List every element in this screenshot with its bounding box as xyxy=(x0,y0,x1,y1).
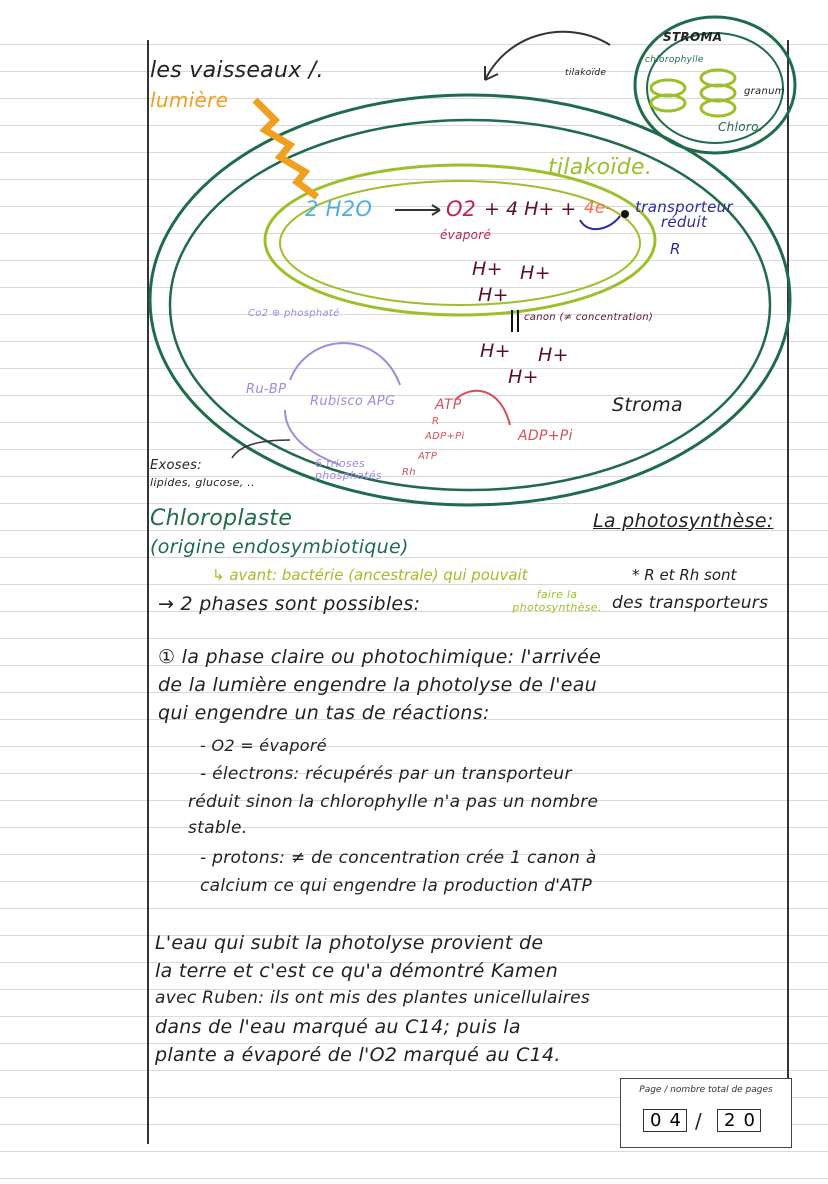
total-pages: 20 xyxy=(717,1109,761,1132)
calvin-arc-top xyxy=(290,343,400,385)
current-page: 04 xyxy=(643,1109,687,1132)
section-title: La photosynthèse: xyxy=(593,510,774,532)
body-line: stable. xyxy=(188,818,248,838)
page-heading: les vaisseaux /. xyxy=(150,58,324,83)
evapore-label: évaporé xyxy=(440,228,492,242)
page-number-box xyxy=(620,1078,792,1148)
exoses-label: Exoses: xyxy=(150,458,202,473)
light-label: lumière xyxy=(150,88,229,112)
body-line: - protons: ≠ de concentration crée 1 canon à xyxy=(200,848,597,868)
origine-label: (origine endosymbiotique) xyxy=(150,536,409,558)
inset-chloro-label: Chloro. xyxy=(718,120,763,134)
footnote-continued: des transporteurs xyxy=(612,593,769,613)
adp2-label: ADP+Pi xyxy=(425,431,465,442)
water-formula: 2 H2O xyxy=(305,197,373,221)
page-number-label: Page / nombre total de pages xyxy=(639,1085,773,1095)
body-line: plante a évaporé de l'O2 marqué au C14. xyxy=(155,1044,561,1066)
exoses-detail: lipides, glucose, .. xyxy=(150,476,255,489)
transporteur-r-label: R xyxy=(670,240,681,258)
co2-label: Co2 ⊕ phosphaté xyxy=(248,308,340,319)
body-line: - O2 = évaporé xyxy=(200,736,327,755)
body-line: la terre et c'est ce qu'a démontré Kamen xyxy=(155,960,559,982)
footnote: * R et Rh sont xyxy=(632,566,737,584)
body-line: avec Ruben: ils ont mis des plantes unicellulaires xyxy=(155,988,590,1008)
transporteur-label: transporteur réduit xyxy=(635,198,733,231)
rh-label: Rh xyxy=(402,467,416,478)
proton: H+ xyxy=(480,340,511,362)
adp-label: ADP+Pi xyxy=(518,428,573,444)
chloroplast-outer-membrane xyxy=(150,95,790,505)
proton: H+ xyxy=(478,284,509,306)
inset-tilakoide-label: tilakoïde xyxy=(565,68,607,78)
proton: H+ xyxy=(520,262,551,284)
inset-stroma-label: STROMA xyxy=(663,30,723,44)
proton: H+ xyxy=(508,366,539,388)
atp-label: ATP xyxy=(435,397,462,413)
body-line: de la lumière engendre la photolyse de l'eau xyxy=(158,674,597,696)
body-line: ① la phase claire ou photochimique: l'arrivée xyxy=(158,646,602,668)
grana-stacks xyxy=(651,70,735,116)
protons-formula: + 4 H+ + xyxy=(484,198,577,220)
rubisco-label: Rubisco APG xyxy=(310,394,396,409)
canon-label: canon (≠ concentration) xyxy=(524,312,654,323)
inset-chlorophylle-label: chlorophylle xyxy=(645,55,704,65)
body-line: calcium ce qui engendre la production d'ATP xyxy=(200,876,593,896)
chloroplaste-title: Chloroplaste xyxy=(150,506,293,531)
oxygen-formula: O2 xyxy=(446,197,476,221)
electrons-formula: 4e- xyxy=(584,198,612,218)
r-label: R xyxy=(432,416,440,427)
proton: H+ xyxy=(472,258,503,280)
triose-label: 6 trioses phosphatés xyxy=(315,457,382,482)
phases-line: → 2 phases sont possibles: xyxy=(158,593,421,615)
page-separator: / xyxy=(695,1109,703,1133)
atp2-label: ATP xyxy=(418,451,438,462)
reaction-arrow xyxy=(395,205,440,215)
atp-arc xyxy=(455,391,510,425)
tilakoide-label: tilakoïde. xyxy=(548,155,653,180)
body-line: - électrons: récupérés par un transporteur xyxy=(200,764,572,784)
body-line: L'eau qui subit la photolyse provient de xyxy=(155,932,544,954)
faire-note: faire la photosynthèse. xyxy=(512,588,602,614)
ancestral-note: ↳ avant: bactérie (ancestrale) qui pouvait xyxy=(212,566,528,584)
inset-granum-label: granum xyxy=(744,86,785,97)
body-line: dans de l'eau marqué au C14; puis la xyxy=(155,1016,521,1038)
body-line: qui engendre un tas de réactions: xyxy=(158,702,490,724)
proton: H+ xyxy=(538,344,569,366)
transporter-dot xyxy=(621,210,629,218)
rubp-label: Ru-BP xyxy=(246,382,287,397)
body-line: réduit sinon la chlorophylle n'a pas un nombre xyxy=(188,792,599,812)
stroma-label: Stroma xyxy=(612,394,683,416)
